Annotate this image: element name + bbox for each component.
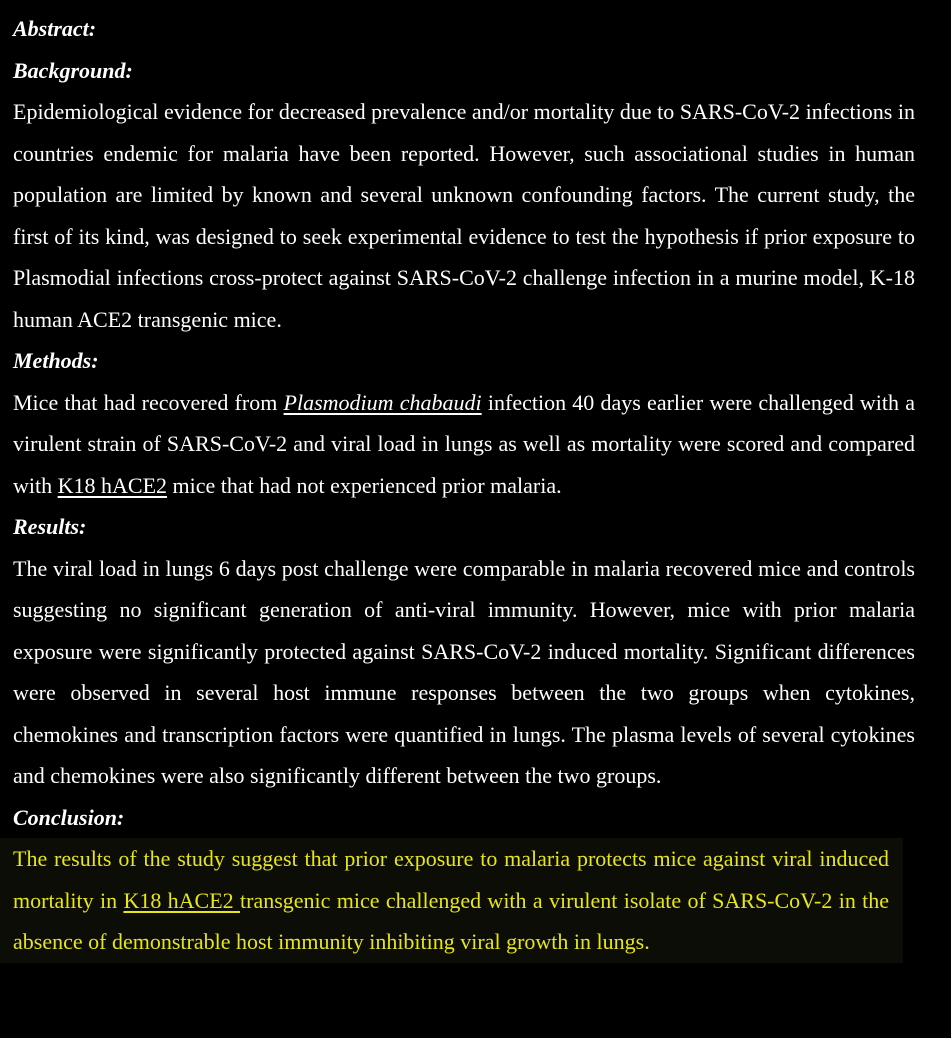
background-heading: Background: [13, 57, 133, 83]
methods-text-part-3: mice that had not experienced prior malaria. [167, 472, 562, 498]
k18-hace2-link[interactable]: K18 hACE2 [57, 472, 168, 498]
methods-text [13, 382, 915, 507]
methods-heading: Methods: [13, 348, 99, 373]
conclusion-heading: Conclusion: [13, 804, 125, 830]
conclusion-text-part-2: transgenic mice challenged with a virulent isolate of SARS-CoV-2 in the absence of demonstrable host immunity inhibiting viral growth in lungs. [13, 887, 890, 954]
results-heading: Results: [13, 514, 87, 539]
conclusion-highlight [0, 838, 903, 963]
background-text: Epidemiological evidence for decreased prevalence and/or mortality due to SARS-CoV-2 infections in countries endemic for malaria have been reported. However, such associational studies in human population are limited by known and several unknown confounding factors. The current study, the first of its kind, was designed to seek experimental evidence to test the hypothesis if prior exposure to Plasmodial infections cross-protect against SARS-CoV-2 challenge infection in a murine model, K-18 human ACE2 transgenic mice. [13, 99, 915, 332]
plasmodium-chabaudi-link[interactable]: Plasmodium chabaudi [283, 389, 482, 415]
abstract-heading: Abstract: [13, 16, 97, 41]
methods-text-part-2: infection 40 days earlier were challenged with a virulent strain of SARS-CoV-2 and viral load in lungs as well as mortality were scored and compared with [13, 389, 916, 498]
methods-text-part-1: Mice that had recovered from [13, 389, 284, 415]
conclusion-text [13, 838, 889, 963]
k18-hace2-conclusion-link[interactable]: K18 hACE2 [123, 887, 240, 913]
results-text: The viral load in lungs 6 days post challenge were comparable in malaria recovered mice and controls suggesting no significant generation of anti-viral immunity. However, mice with prior malaria exposure were significantly protected against SARS-CoV-2 induced mortality. Significant differences were observed in several host immune responses between the two groups when cytokines, chemokines and transcription factors were quantified in lungs. The plasma levels of several cytokines and chemokines were also significantly different between the two groups. [13, 555, 915, 788]
conclusion-text-part-1: The results of the study suggest that prior exposure to malaria protects mice against viral induced mortality in [13, 846, 889, 913]
